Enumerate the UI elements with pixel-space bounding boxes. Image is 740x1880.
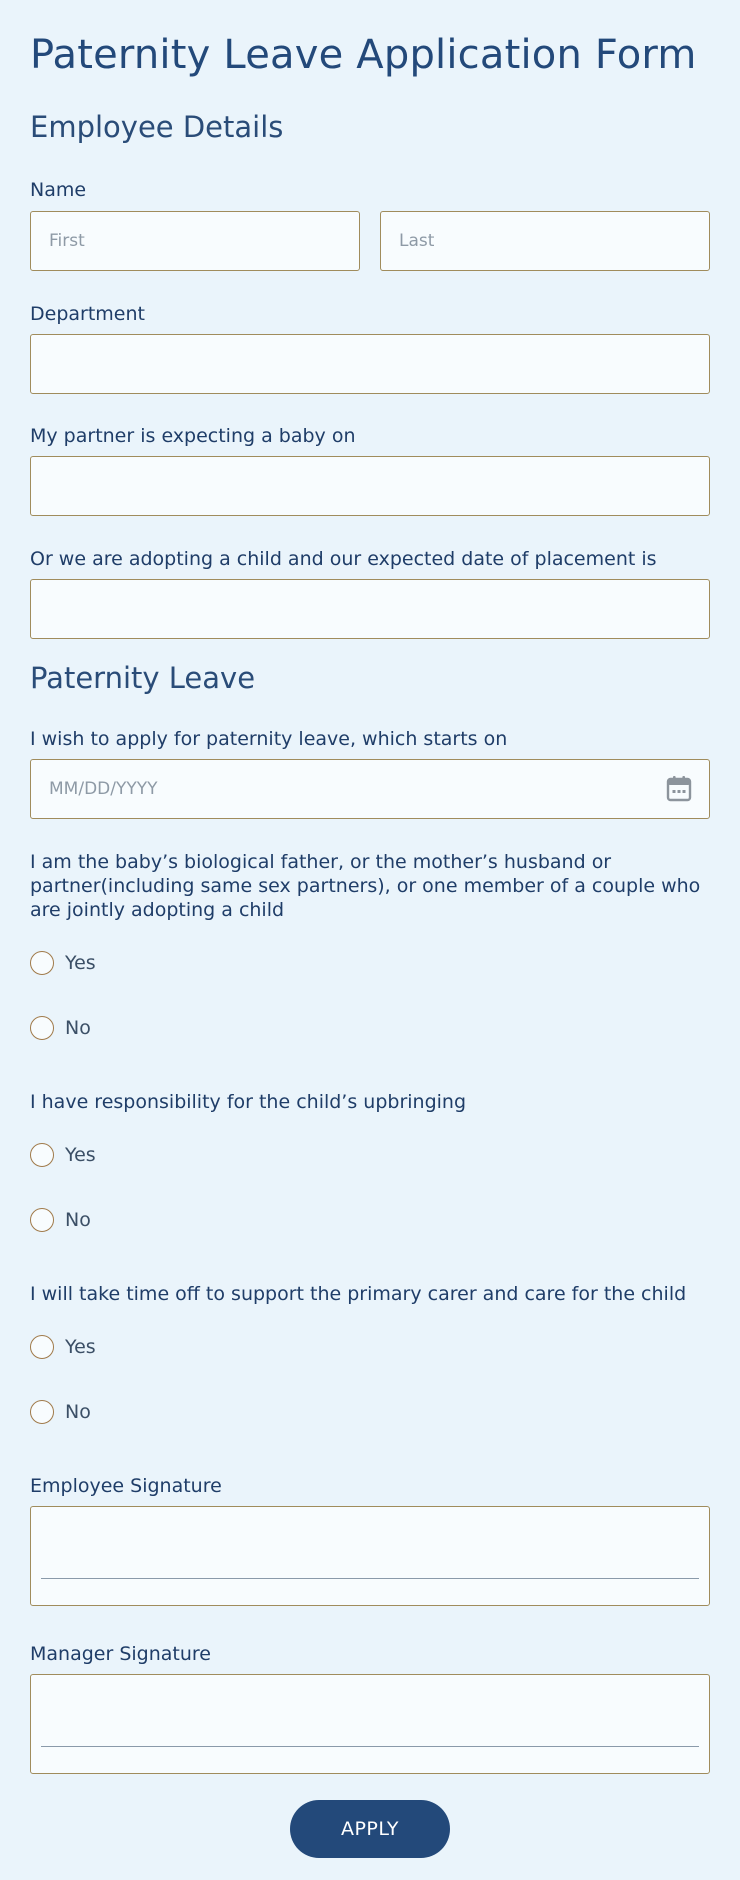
first-name-input[interactable] bbox=[30, 211, 360, 271]
page-title: Paternity Leave Application Form bbox=[30, 32, 697, 78]
manager-signature-pad[interactable] bbox=[30, 1674, 710, 1774]
section-title-employee-details: Employee Details bbox=[30, 110, 284, 144]
radio-option-upbringing-yes[interactable] bbox=[30, 1140, 96, 1170]
radio-label: No bbox=[65, 1017, 91, 1039]
radio-label: Yes bbox=[65, 952, 96, 974]
radio-option-time-off-yes[interactable] bbox=[30, 1332, 96, 1362]
expecting-date-input[interactable] bbox=[30, 456, 710, 516]
manager-signature-label: Manager Signature bbox=[30, 1643, 211, 1665]
question-father-eligibility: I am the baby’s biological father, or the mother’s husband or partner(including same sex partners), or one member of a couple who are jointly adopting a child bbox=[30, 851, 701, 921]
leave-start-label: I wish to apply for paternity leave, which starts on bbox=[30, 728, 508, 750]
calendar-icon[interactable] bbox=[666, 775, 692, 802]
radio-button[interactable] bbox=[30, 951, 54, 975]
radio-option-upbringing-no[interactable] bbox=[30, 1205, 91, 1235]
expecting-date-label: My partner is expecting a baby on bbox=[30, 425, 356, 447]
leave-start-field bbox=[30, 759, 710, 819]
adoption-date-input[interactable] bbox=[30, 579, 710, 639]
radio-button[interactable] bbox=[30, 1400, 54, 1424]
department-input[interactable] bbox=[30, 334, 710, 394]
radio-label: No bbox=[65, 1209, 91, 1231]
section-title-paternity-leave: Paternity Leave bbox=[30, 661, 256, 695]
radio-option-father-eligibility-yes[interactable] bbox=[30, 948, 96, 978]
radio-option-time-off-no[interactable] bbox=[30, 1397, 91, 1427]
radio-option-father-eligibility-no[interactable] bbox=[30, 1013, 91, 1043]
department-label: Department bbox=[30, 303, 145, 325]
employee-signature-pad[interactable] bbox=[30, 1506, 710, 1606]
radio-button[interactable] bbox=[30, 1143, 54, 1167]
employee-signature-label: Employee Signature bbox=[30, 1475, 222, 1497]
radio-button[interactable] bbox=[30, 1335, 54, 1359]
signature-line bbox=[41, 1746, 699, 1747]
radio-label: Yes bbox=[65, 1336, 96, 1358]
radio-label: No bbox=[65, 1401, 91, 1423]
apply-button[interactable]: APPLY bbox=[290, 1800, 450, 1858]
signature-line bbox=[41, 1578, 699, 1579]
adoption-date-label: Or we are adopting a child and our expected date of placement is bbox=[30, 548, 657, 570]
radio-button[interactable] bbox=[30, 1016, 54, 1040]
question-upbringing-responsibility: I have responsibility for the child’s upbringing bbox=[30, 1091, 467, 1113]
leave-start-date-input[interactable] bbox=[30, 759, 710, 819]
radio-button[interactable] bbox=[30, 1208, 54, 1232]
name-label: Name bbox=[30, 179, 87, 201]
last-name-input[interactable] bbox=[380, 211, 710, 271]
question-time-off-support: I will take time off to support the primary carer and care for the child bbox=[30, 1283, 687, 1305]
radio-label: Yes bbox=[65, 1144, 96, 1166]
